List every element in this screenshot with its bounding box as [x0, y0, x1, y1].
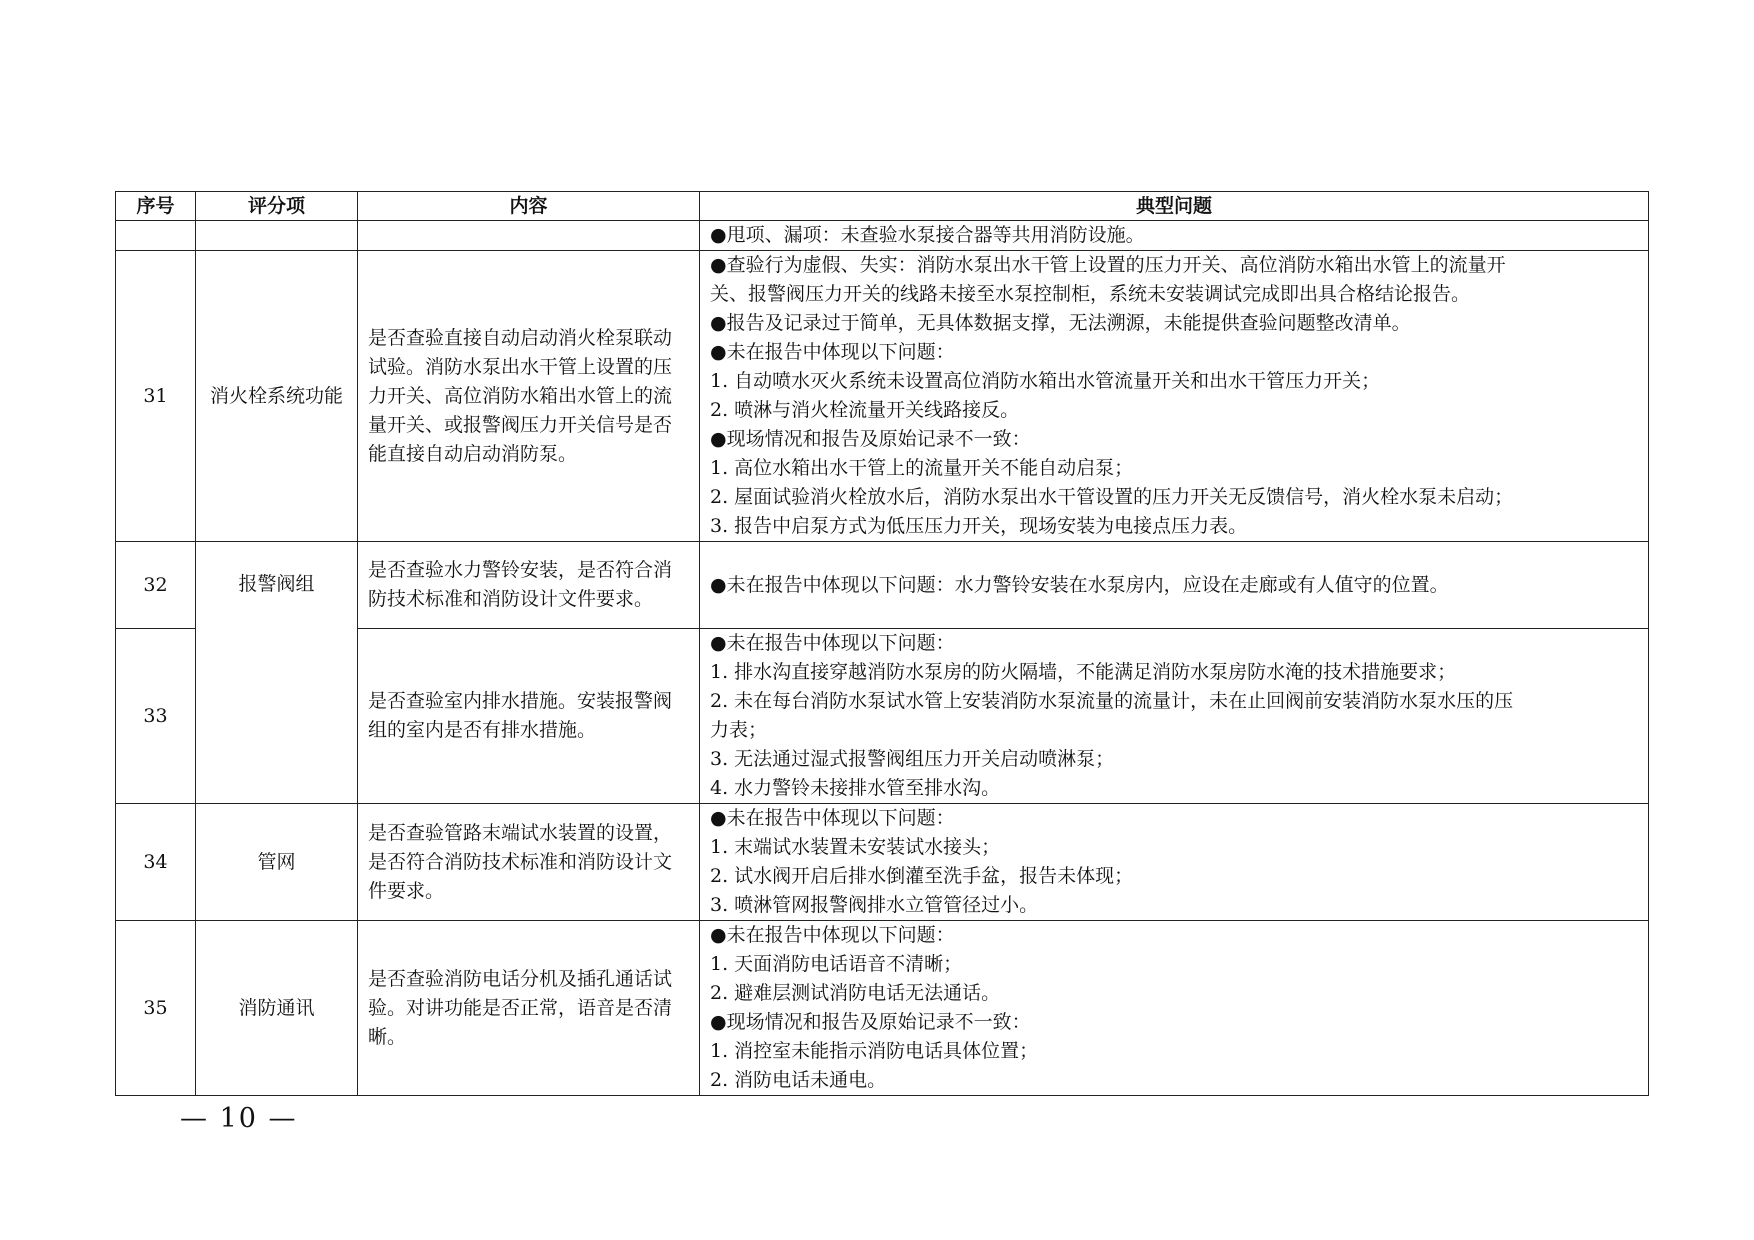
cell-content: 是否查验直接自动启动消火栓泵联动试验。消防水泵出水干管上设置的压力开关、高位消防水箱出水管上的流量开关、或报警阀压力开关信号是否能直接自动启动消防泵。 [358, 251, 700, 542]
issue-line: ●现场情况和报告及原始记录不一致： [710, 1011, 1031, 1033]
cell-content: 是否查验室内排水措施。安装报警阀组的室内是否有排水措施。 [358, 629, 700, 804]
cell-item: 消防通讯 [196, 921, 358, 1096]
table-row-32 [116, 542, 1649, 629]
issue-line: 1. 末端试水装置未安装试水接头； [710, 836, 1001, 858]
issue-line: 2. 屋面试验消火栓放水后，消防水泵出水干管设置的压力开关无反馈信号，消火栓水泵未启动； [710, 486, 1514, 508]
table-row-34 [116, 804, 1649, 921]
issue-line: ●甩项、漏项：未查验水泵接合器等共用消防设施。 [710, 224, 1145, 246]
issue-line: ●未在报告中体现以下问题： [710, 341, 955, 363]
issue-line: ●未在报告中体现以下问题： [710, 632, 955, 654]
issue-line: 1. 排水沟直接穿越消防水泵房的防火隔墙，不能满足消防水泵房防水淹的技术措施要求； [710, 661, 1457, 683]
cell-content-empty [358, 221, 700, 251]
header-typical-issues: 典型问题 [700, 192, 1649, 221]
cell-content: 是否查验管路末端试水装置的设置，是否符合消防技术标准和消防设计文件要求。 [358, 804, 700, 921]
issue-line: 3. 无法通过湿式报警阀组压力开关启动喷淋泵； [710, 748, 1115, 770]
inspection-issues-table [115, 191, 1649, 1096]
page-number: — 10 — [180, 1103, 298, 1134]
table-row-continued [116, 221, 1649, 251]
header-serial: 序号 [116, 192, 196, 221]
issue-line: ●未在报告中体现以下问题： [710, 924, 955, 946]
issue-line: ●现场情况和报告及原始记录不一致： [710, 428, 1031, 450]
cell-num-empty [116, 221, 196, 251]
cell-issues [700, 629, 1649, 804]
cell-issues [700, 221, 1649, 251]
cell-issues [700, 542, 1649, 629]
header-scoring-item: 评分项 [196, 192, 358, 221]
table-header-row [116, 192, 1649, 221]
issue-line: 关、报警阀压力开关的线路未接至水泵控制柜，系统未安装调试完成即出具合格结论报告。 [710, 283, 1471, 305]
issue-line: 1. 消控室未能指示消防电话具体位置； [710, 1040, 1039, 1062]
issue-line: ●未在报告中体现以下问题：水力警铃安装在水泵房内，应设在走廊或有人值守的位置。 [710, 573, 1449, 596]
issue-line: 3. 报告中启泵方式为低压压力开关，现场安装为电接点压力表。 [710, 515, 1248, 537]
issue-line: 1. 天面消防电话语音不清晰； [710, 953, 963, 975]
cell-num: 31 [116, 251, 196, 542]
cell-num: 32 [116, 542, 196, 629]
header-content: 内容 [358, 192, 700, 221]
issue-line: 2. 消防电话未通电。 [710, 1069, 887, 1091]
cell-num: 35 [116, 921, 196, 1096]
issue-line: ●查验行为虚假、失实：消防水泵出水干管上设置的压力开关、高位消防水箱出水管上的流量开 [710, 254, 1506, 276]
issue-line: 3. 喷淋管网报警阀排水立管管径过小。 [710, 894, 1039, 916]
issue-line: 1. 高位水箱出水干管上的流量开关不能自动启泵； [710, 457, 1134, 479]
cell-num: 33 [116, 629, 196, 804]
issue-line: ●未在报告中体现以下问题： [710, 807, 955, 829]
table-row-35 [116, 921, 1649, 1096]
cell-content: 是否查验水力警铃安装，是否符合消防技术标准和消防设计文件要求。 [358, 542, 700, 629]
issue-line: 4. 水力警铃未接排水管至排水沟。 [710, 777, 1001, 799]
issue-line: ●报告及记录过于简单，无具体数据支撑，无法溯源，未能提供查验问题整改清单。 [710, 312, 1411, 334]
issue-line: 2. 喷淋与消火栓流量开关线路接反。 [710, 399, 1020, 421]
cell-item: 消火栓系统功能 [196, 251, 358, 542]
cell-item-merged: 报警阀组 [196, 542, 358, 804]
issue-line: 2. 试水阀开启后排水倒灌至洗手盆，报告未体现； [710, 865, 1134, 887]
issue-line: 2. 未在每台消防水泵试水管上安装消防水泵流量的流量计，未在止回阀前安装消防水泵水压的压 [710, 690, 1514, 712]
cell-issues [700, 921, 1649, 1096]
cell-issues [700, 251, 1649, 542]
issue-line: 2. 避难层测试消防电话无法通话。 [710, 982, 1001, 1004]
cell-item-empty [196, 221, 358, 251]
issue-line: 力表； [710, 719, 768, 741]
cell-issues [700, 804, 1649, 921]
cell-num: 34 [116, 804, 196, 921]
cell-item: 管网 [196, 804, 358, 921]
table-row-31 [116, 251, 1649, 542]
cell-content: 是否查验消防电话分机及插孔通话试验。对讲功能是否正常，语音是否清晰。 [358, 921, 700, 1096]
issue-line: 1. 自动喷水灭火系统未设置高位消防水箱出水管流量开关和出水干管压力开关； [710, 370, 1381, 392]
